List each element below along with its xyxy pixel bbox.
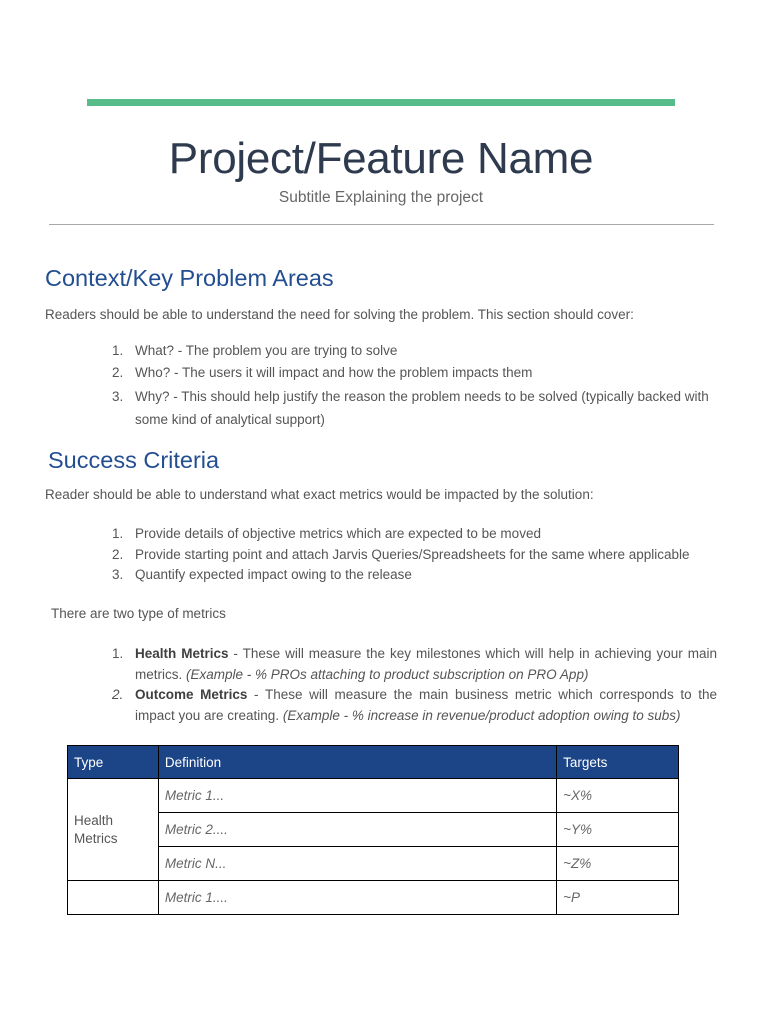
metric-type-name: Outcome Metrics xyxy=(135,687,248,702)
column-header-targets: Targets xyxy=(557,746,679,779)
column-header-type: Type xyxy=(68,746,159,779)
document-title: Project/Feature Name xyxy=(168,134,594,183)
definition-cell: Metric 1... xyxy=(158,779,556,813)
context-list xyxy=(0,341,717,431)
document-subtitle: Subtitle Explaining the project xyxy=(278,189,484,206)
title-divider xyxy=(49,224,714,225)
list-item: 1. What? - The problem you are trying to solve xyxy=(112,343,398,358)
metrics-table xyxy=(67,745,679,915)
accent-bar xyxy=(87,99,675,106)
metrics-intro: There are two type of metrics xyxy=(51,606,226,621)
target-cell: ~P xyxy=(557,881,679,915)
definition-cell: Metric N... xyxy=(158,847,556,881)
list-item: 1. Health Metrics - These will measure the key milestones which will help in achieving your main metrics. (Example - % PROs attaching to product subscription on PRO App) xyxy=(112,646,717,682)
definition-cell: Metric 2.... xyxy=(158,813,556,847)
table-row xyxy=(68,779,679,813)
column-header-definition: Definition xyxy=(158,746,556,779)
metric-type-name: Health Metrics xyxy=(135,646,229,661)
target-cell: ~Z% xyxy=(557,847,679,881)
list-item: 3. Why? - This should help justify the reason the problem needs to be solved (typically backed with some kind of analytical support) xyxy=(112,389,709,427)
success-heading: Success Criteria xyxy=(48,447,220,473)
table-row xyxy=(68,881,679,915)
table-header-row xyxy=(68,746,679,779)
table-row xyxy=(68,813,679,847)
target-cell: ~Y% xyxy=(557,813,679,847)
success-list xyxy=(0,524,717,586)
context-intro: Readers should be able to understand the need for solving the problem. This section should cover: xyxy=(45,307,634,322)
list-item: 2. Who? - The users it will impact and how the problem impacts them xyxy=(112,365,533,380)
list-item: 2. Outcome Metrics - These will measure the main business metric which corresponds to the impact you are creating. (Example - % increase in revenue/product adoption owing to subs) xyxy=(112,687,717,723)
definition-cell: Metric 1.... xyxy=(158,881,556,915)
list-item: 1. Provide details of objective metrics which are expected to be moved xyxy=(112,526,541,541)
list-item: 2. Provide starting point and attach Jarvis Queries/Spreadsheets for the same where applicable xyxy=(112,546,690,562)
context-heading: Context/Key Problem Areas xyxy=(45,265,334,291)
type-cell-health: Health Metrics xyxy=(68,779,159,881)
success-intro: Reader should be able to understand what exact metrics would be impacted by the solution: xyxy=(45,487,594,502)
table-row xyxy=(68,847,679,881)
type-cell-empty xyxy=(68,881,159,915)
metric-types-list xyxy=(0,644,717,726)
list-item: 3. Quantify expected impact owing to the release xyxy=(112,567,412,582)
target-cell: ~X% xyxy=(557,779,679,813)
